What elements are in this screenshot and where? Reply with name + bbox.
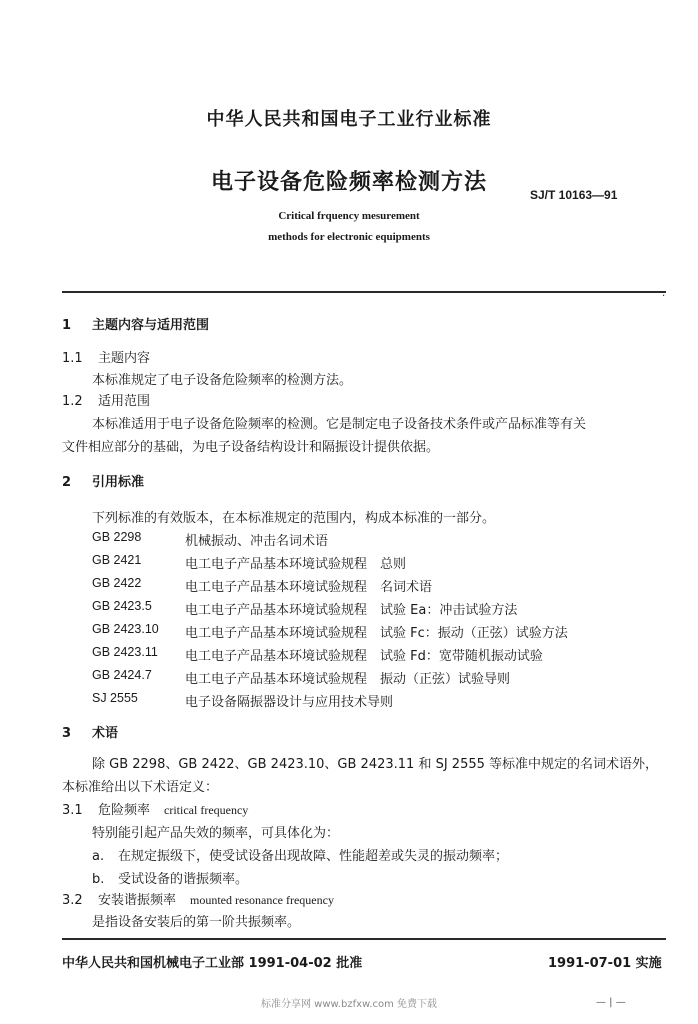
- reference-code: GB 2421: [92, 553, 142, 567]
- reference-title: 电工电子产品基本环境试验规程 名词术语: [185, 580, 433, 595]
- list-marker: a.: [92, 849, 105, 864]
- subsection-3-2-heading: [62, 889, 334, 908]
- reference-code: GB 2424.7: [92, 668, 152, 682]
- paragraph: 本标准规定了电子设备危险频率的检测方法。: [92, 373, 353, 388]
- reference-title: 电工电子产品基本环境试验规程 总则: [185, 557, 407, 572]
- bottom-divider: [62, 938, 666, 940]
- subsection-number: 3.2: [62, 893, 83, 908]
- term: 危险频率: [98, 803, 151, 818]
- implementation-date: 1991-07-01 实施: [548, 956, 662, 971]
- industry-standard-heading: 中华人民共和国电子工业行业标准: [206, 109, 492, 130]
- subsection-number: 3.1: [62, 803, 83, 818]
- section-title: 引用标准: [92, 475, 145, 490]
- english-title-line-1: Critical frquency mesurement: [278, 210, 420, 222]
- list-item: [92, 868, 248, 887]
- corner-mark: .: [662, 288, 666, 299]
- paragraph-line: 本标准给出以下术语定义：: [62, 780, 219, 795]
- section-number: 2: [62, 475, 72, 490]
- paragraph-line: 除 GB 2298、GB 2422、GB 2423.10、GB 2423.11 和 SJ 2555 等标准中规定的名词术语外，: [92, 757, 659, 772]
- english-title-line-2: methods for electronic equipments: [268, 231, 430, 243]
- reference-code: SJ 2555: [92, 691, 138, 705]
- reference-code: GB 2423.10: [92, 622, 159, 636]
- reference-title: 机械振动、冲击名词术语: [185, 534, 329, 549]
- section-number: 3: [62, 726, 72, 741]
- section-number: 1: [62, 318, 72, 333]
- reference-code: GB 2422: [92, 576, 142, 590]
- section-2-heading: [62, 471, 144, 490]
- reference-title: 电工电子产品基本环境试验规程 试验 Ea：冲击试验方法: [185, 603, 518, 618]
- subsection-3-1-heading: [62, 799, 248, 818]
- term: 安装谐振频率: [98, 893, 177, 908]
- page-mark: — | —: [596, 997, 626, 1008]
- subsection-1-1-heading: [62, 347, 150, 366]
- reference-code: GB 2423.11: [92, 645, 158, 659]
- paragraph: 下列标准的有效版本，在本标准规定的范围内，构成本标准的一部分。: [92, 511, 496, 526]
- list-item-text: 受试设备的谐振频率。: [118, 872, 249, 887]
- list-item-text: 在规定振级下，使受试设备出现故障、性能超差或失灵的振动频率；: [118, 849, 509, 864]
- section-title: 术语: [92, 726, 119, 741]
- reference-title: 电子设备隔振器设计与应用技术导则: [185, 695, 394, 710]
- document-title: 电子设备危险频率检测方法: [210, 170, 487, 195]
- list-item: [92, 845, 508, 864]
- reference-title: 电工电子产品基本环境试验规程 试验 Fd：宽带随机振动试验: [185, 649, 543, 664]
- top-divider: [62, 291, 666, 293]
- section-3-heading: [62, 722, 118, 741]
- term-english: mounted resonance frequency: [190, 893, 334, 907]
- approval-line: 中华人民共和国机械电子工业部 1991-04-02 批准: [62, 956, 363, 971]
- subsection-1-2-heading: [62, 390, 150, 409]
- subsection-number: 1.1: [62, 351, 83, 366]
- list-marker: b.: [92, 872, 105, 887]
- paragraph-line: 文件相应部分的基础，为电子设备结构设计和隔振设计提供依据。: [62, 440, 440, 455]
- watermark: 标准分享网 www.bzfxw.com 免费下载: [261, 999, 437, 1010]
- standard-code: SJ/T 10163—91: [530, 188, 618, 202]
- section-1-heading: [62, 314, 209, 333]
- reference-title: 电工电子产品基本环境试验规程 振动（正弦）试验导则: [185, 672, 511, 687]
- reference-code: GB 2298: [92, 530, 142, 544]
- subsection-number: 1.2: [62, 394, 83, 409]
- subsection-title: 主题内容: [98, 351, 151, 366]
- paragraph-line: 本标准适用于电子设备危险频率的检测。它是制定电子设备技术条件或产品标准等有关: [92, 417, 587, 432]
- definition: 是指设备安装后的第一阶共振频率。: [92, 915, 301, 930]
- reference-code: GB 2423.5: [92, 599, 152, 613]
- subsection-title: 适用范围: [98, 394, 151, 409]
- definition: 特别能引起产品失效的频率，可具体化为：: [92, 826, 340, 841]
- section-title: 主题内容与适用范围: [92, 318, 210, 333]
- term-english: critical frequency: [164, 803, 249, 817]
- reference-title: 电工电子产品基本环境试验规程 试验 Fc：振动（正弦）试验方法: [185, 626, 568, 641]
